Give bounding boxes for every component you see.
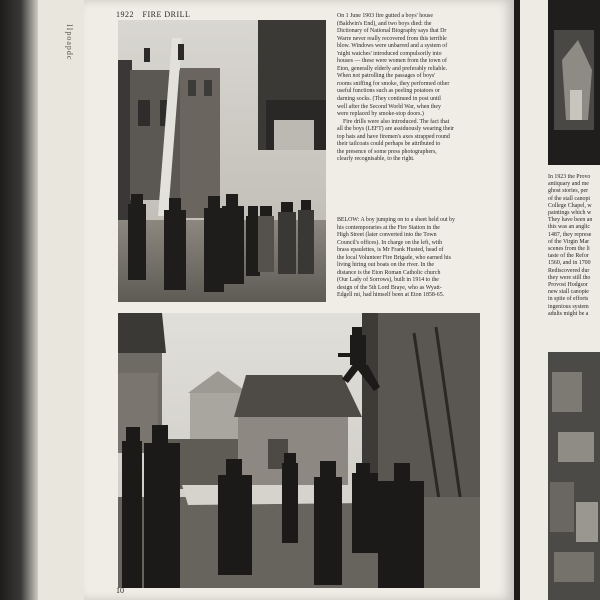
- caption-line: living hiring out boats on the river. In the: [337, 262, 435, 268]
- body-line: blow. Windows were unbarred and a system of: [337, 43, 448, 50]
- right-text-line: new stall canopie: [548, 289, 589, 296]
- right-text-line: taste of the Refor: [548, 253, 589, 260]
- right-page-text: [548, 174, 600, 318]
- caption-line: High Street (later converted into the Town: [337, 232, 437, 238]
- body-line: When not patrolling the passages of boys': [337, 73, 436, 80]
- photo-painting-graphic: [548, 0, 600, 165]
- right-text-line: In 1923 the Provo: [548, 174, 591, 180]
- photo-fire-drill-graphic: [118, 20, 326, 302]
- page-number: 10: [116, 586, 124, 595]
- running-head-year: 1922: [116, 10, 134, 19]
- right-text-line: College Chapel, w: [548, 202, 592, 209]
- body-text-column: [337, 13, 487, 164]
- previous-page-shadow: [0, 0, 38, 600]
- right-text-line: this was an anglic: [548, 224, 591, 231]
- running-head: [116, 10, 190, 19]
- body-line: Fire drills were also introduced. The fact that: [343, 118, 450, 125]
- body-line: clearly recognisable, to the right.: [337, 156, 415, 163]
- caption-line: his contemporaries at the Fire Station in the: [337, 224, 440, 231]
- right-text-line: in spite of efforts: [548, 296, 589, 303]
- caption-line: brass epaulettes, is Mr Frank Husted, head of: [337, 247, 444, 253]
- right-text-line: of the stall canopi: [548, 195, 591, 202]
- body-line: were replaced by smoke-stop doors.): [337, 111, 424, 118]
- body-line: useful functions such as peeling potatoes or: [337, 88, 440, 95]
- photo-stall-painting: [548, 0, 600, 165]
- body-line: their tailcoats could perhaps be attributed to: [337, 141, 441, 148]
- body-line: top hats and have firemen's axes strapped round: [337, 133, 450, 140]
- body-line: darning socks. (They continued in post until: [337, 96, 441, 103]
- body-line: rooms sniffing for smoke, they performed other: [337, 80, 450, 87]
- caption-line: Council's offices). In charge on the left, with: [337, 239, 443, 246]
- body-paragraph-1: [337, 13, 487, 119]
- right-text-line: They have been an: [548, 217, 593, 224]
- left-page-vertical-text: IIpoapdc: [65, 24, 74, 61]
- body-line: On 1 June 1903 fire gutted a boys' house: [337, 13, 433, 19]
- right-text-line: of the Virgin Mar: [548, 238, 590, 245]
- body-line: Eton, generally elderly and preferably reliable.: [337, 65, 448, 72]
- photo-fire-drill-boys: [118, 20, 326, 302]
- body-line: the presence of some press photographers,: [337, 148, 437, 155]
- body-line: (Baldwin's End), and two boys died: the: [337, 20, 432, 27]
- caption-line: distance is the Eton Roman Catholic church: [337, 269, 441, 276]
- right-text-line: ghost stories, per: [548, 188, 589, 195]
- caption-line: (Our Lady of Sorrows), built in 1914 to the: [337, 277, 439, 283]
- right-text-line: 1560, and in 1700: [548, 260, 591, 267]
- body-line: Dictionary of National Biography says that Dr: [337, 28, 447, 35]
- right-text-line: antiquary and me: [548, 181, 589, 188]
- right-text-line: 1487, they represe: [548, 231, 592, 238]
- right-text-line: scenes from the li: [548, 246, 590, 253]
- body-line: all the boys (LEFT) are assiduously wearing their: [337, 126, 454, 133]
- photo-aerial-graphic: [548, 352, 600, 600]
- photo-aerial-view: [548, 352, 600, 600]
- body-line: 'night watches' introduced compulsorily into: [337, 50, 442, 57]
- photo-jump-graphic: [118, 313, 480, 588]
- right-text-line: Provost Hodgsor: [548, 282, 588, 289]
- body-paragraph-2: [337, 119, 487, 164]
- right-text-line: ingenious system: [548, 303, 589, 310]
- photo-caption: [337, 217, 483, 300]
- body-line: well after the Second World War, when they: [337, 103, 441, 110]
- right-text-line: paintings which w: [548, 210, 592, 217]
- running-head-title: FIRE DRILL: [142, 10, 191, 19]
- caption-line: design of the 5th Lord Braye, who as Wyatt-: [337, 284, 442, 291]
- body-line: Warre never really recovered from this terrible: [337, 35, 447, 42]
- right-text-line: they were still tho: [548, 274, 591, 281]
- caption-line: Edgell mi, had himself been at Eton 1858-65.: [337, 292, 445, 298]
- caption-line: the local Volunteer Fire Brigade, who earned his: [337, 254, 451, 261]
- photo-boy-jumping-sheet: [118, 313, 480, 588]
- body-line: houses — these were women from the town of: [337, 58, 447, 65]
- caption-line: BELOW: A boy jumping on to a sheet held out by: [337, 217, 455, 223]
- right-text-line: Rediscovered dur: [548, 267, 590, 274]
- right-text-line: adults might be a: [548, 310, 589, 317]
